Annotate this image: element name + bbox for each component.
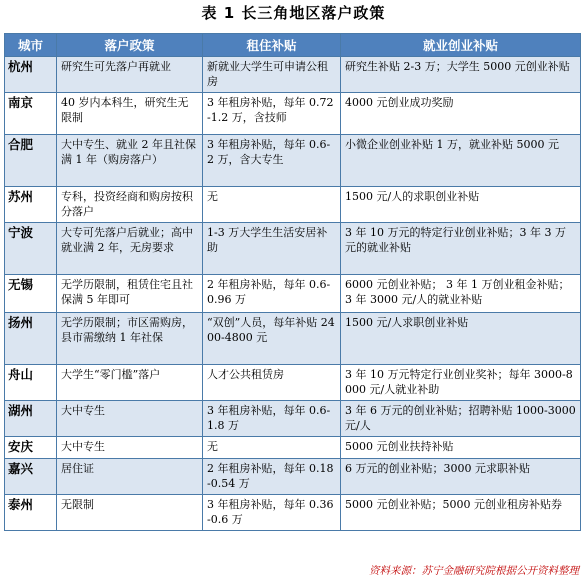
cell-job: 3 年 10 万元的特定行业创业补贴；3 年 3 万元的就业补贴: [341, 223, 581, 275]
table-row: [5, 135, 581, 187]
table-row: [5, 437, 581, 459]
cell-rent: “双创”人员，每年补贴 2400-4800 元: [203, 313, 341, 365]
cell-city: 扬州: [5, 313, 57, 365]
cell-settle: 居住证: [57, 459, 203, 495]
cell-settle: 无限制: [57, 495, 203, 531]
cell-job: 3 年 10 万元特定行业创业奖补；每年 3000-8000 元/人就业补助: [341, 365, 581, 401]
cell-city: 杭州: [5, 57, 57, 93]
cell-job: 6000 元创业补贴； 3 年 1 万创业租金补贴；3 年 3000 元/人的就业补贴: [341, 275, 581, 313]
policy-table: [4, 33, 581, 531]
table-row: [5, 495, 581, 531]
cell-city: 南京: [5, 93, 57, 135]
cell-job: 5000 元创业扶持补贴: [341, 437, 581, 459]
header-city: 城市: [5, 34, 57, 57]
cell-settle: 40 岁内本科生，研究生无限制: [57, 93, 203, 135]
table-title: 表 1 长三角地区落户政策: [201, 4, 386, 22]
cell-job: 1500 元/人的求职创业补贴: [341, 187, 581, 223]
cell-settle: 无学历限制，租赁住宅且社保满 5 年即可: [57, 275, 203, 313]
cell-rent: 新就业大学生可申请公租房: [203, 57, 341, 93]
cell-rent: 无: [203, 187, 341, 223]
cell-rent: 2 年租房补贴，每年 0.6-0.96 万: [203, 275, 341, 313]
cell-settle: 大中专生、就业 2 年且社保满 1 年（购房落户）: [57, 135, 203, 187]
table-row: [5, 93, 581, 135]
cell-settle: 无学历限制；市区需购房，县市需缴纳 1 年社保: [57, 313, 203, 365]
cell-rent: 3 年租房补贴，每年 0.36-0.6 万: [203, 495, 341, 531]
header-job-subsidy: 就业创业补贴: [341, 34, 581, 57]
cell-rent: 3 年租房补贴，每年 0.72-1.2 万，含技师: [203, 93, 341, 135]
cell-job: 4000 元创业成功奖励: [341, 93, 581, 135]
cell-job: 小微企业创业补贴 1 万，就业补贴 5000 元: [341, 135, 581, 187]
cell-rent: 无: [203, 437, 341, 459]
cell-settle: 大学生“零门槛”落户: [57, 365, 203, 401]
cell-settle: 大专可先落户后就业；高中就业满 2 年，无房要求: [57, 223, 203, 275]
table-row: [5, 275, 581, 313]
header-rent-subsidy: 租住补贴: [203, 34, 341, 57]
cell-rent: 3 年租房补贴，每年 0.6-2 万，含大专生: [203, 135, 341, 187]
table-row: [5, 57, 581, 93]
cell-settle: 研究生可先落户再就业: [57, 57, 203, 93]
cell-job: 3 年 6 万元的创业补贴；招聘补贴 1000-3000 元/人: [341, 401, 581, 437]
cell-settle: 专科，投资经商和购房按积分落户: [57, 187, 203, 223]
cell-job: 研究生补贴 2-3 万；大学生 5000 元创业补贴: [341, 57, 581, 93]
cell-city: 湖州: [5, 401, 57, 437]
cell-settle: 大中专生: [57, 437, 203, 459]
header-settle-policy: 落户政策: [57, 34, 203, 57]
table-row: [5, 313, 581, 365]
cell-city: 安庆: [5, 437, 57, 459]
cell-rent: 1-3 万大学生生活安居补助: [203, 223, 341, 275]
cell-city: 泰州: [5, 495, 57, 531]
cell-city: 舟山: [5, 365, 57, 401]
cell-job: 5000 元创业补贴；5000 元创业租房补贴券: [341, 495, 581, 531]
cell-job: 6 万元的创业补贴；3000 元求职补贴: [341, 459, 581, 495]
table-row: [5, 365, 581, 401]
table-row: [5, 187, 581, 223]
cell-rent: 3 年租房补贴，每年 0.6-1.8 万: [203, 401, 341, 437]
source-note: 资料来源：苏宁金融研究院根据公开资料整理: [369, 565, 579, 577]
cell-city: 宁波: [5, 223, 57, 275]
table-header-row: [5, 34, 581, 57]
cell-city: 苏州: [5, 187, 57, 223]
table-row: [5, 459, 581, 495]
table-row: [5, 401, 581, 437]
cell-settle: 大中专生: [57, 401, 203, 437]
cell-rent: 2 年租房补贴，每年 0.18-0.54 万: [203, 459, 341, 495]
cell-job: 1500 元/人求职创业补贴: [341, 313, 581, 365]
cell-city: 合肥: [5, 135, 57, 187]
cell-rent: 人才公共租赁房: [203, 365, 341, 401]
cell-city: 嘉兴: [5, 459, 57, 495]
cell-city: 无锡: [5, 275, 57, 313]
table-row: [5, 223, 581, 275]
